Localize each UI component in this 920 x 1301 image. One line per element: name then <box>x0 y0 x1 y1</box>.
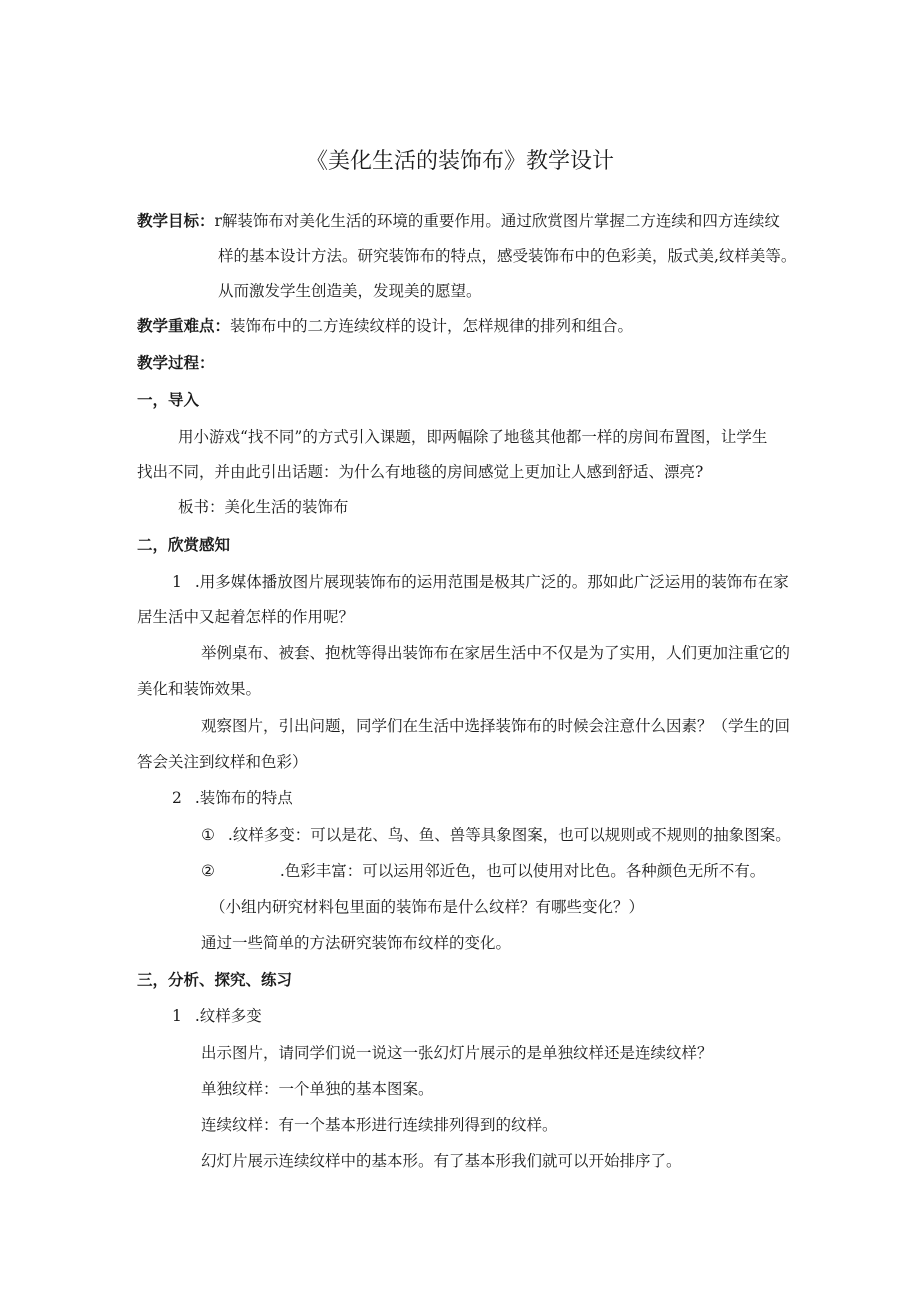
feature-2 <box>201 861 765 881</box>
section2-item1-line-1 <box>172 572 789 592</box>
section1-heading: 一，导入 <box>137 391 200 409</box>
section1-paragraph-line-1: 用小游戏“找不同”的方式引入课题，即两幅除了地毯其他都一样的房间布置图，让学生 <box>178 428 768 446</box>
continuous-pattern-definition: 连续纹样：有一个基本形进行连续排列得到的纹样。 <box>201 1116 558 1134</box>
feature-2-text: .色彩丰富：可以运用邻近色，也可以使用对比色。各种颜色无所不有。 <box>279 862 766 880</box>
section2-item1-number: 1 <box>172 573 182 591</box>
feature-2-marker: ② <box>201 862 215 880</box>
section2-item1-line-2: 居生活中又起着怎样的作用呢？ <box>137 608 355 626</box>
single-pattern-definition: 单独纹样：一个单独的基本图案。 <box>201 1080 434 1098</box>
slide-description: 幻灯片展示连续纹样中的基本形。有了基本形我们就可以开始排序了。 <box>201 1152 682 1170</box>
section2-item2 <box>172 788 293 808</box>
section3-question: 出示图片，请同学们说一说这一张幻灯片展示的是单独纹样还是连续纹样？ <box>201 1044 713 1062</box>
feature-1 <box>201 825 791 845</box>
section3-heading: 三，分析、探究、练习 <box>137 971 293 989</box>
section3-item1-number: 1 <box>172 1007 182 1025</box>
board-writing: 板书：美化生活的装饰布 <box>178 498 349 516</box>
section2-item1-text: .用多媒体播放图片展现装饰布的运用范围是极其广泛的。那如此广泛运用的装饰布在家 <box>194 573 789 591</box>
section2-p3-line-2: 答会关注到纹样和色彩） <box>137 753 308 771</box>
feature-1-marker: ① <box>201 826 215 844</box>
feature-1-text: .纹样多变：可以是花、鸟、鱼、兽等具象图案，也可以规则或不规则的抽象图案。 <box>227 826 791 844</box>
group-question: （小组内研究材料包里面的装饰布是什么纹样？有哪些变化？） <box>210 898 645 916</box>
section1-paragraph-line-2: 找出不同，并由此引出话题：为什么有地毯的房间感觉上更加让人感到舒适、漂亮? <box>137 463 704 481</box>
section3-item1-text: .纹样多变 <box>194 1007 262 1025</box>
objectives-line-1 <box>137 211 780 231</box>
section2-p2-line-1: 举例桌布、被套、抱枕等得出装饰布在家居生活中不仅是为了实用，人们更加注重它的 <box>201 644 791 662</box>
objectives-text-1: r解装饰布对美化生活的环境的重要作用。通过欣赏图片掌握二方连续和四方连续纹 <box>214 212 780 230</box>
section2-item2-number: 2 <box>172 789 182 807</box>
process-heading: 教学过程： <box>137 354 215 372</box>
section2-item2-text: .装饰布的特点 <box>194 789 293 807</box>
section2-heading: 二，欣赏感知 <box>137 536 231 554</box>
objectives-text-3: 从而激发学生创造美，发现美的愿望。 <box>218 282 482 300</box>
page-title: 《美化生活的装饰布》教学设计 <box>305 149 614 174</box>
section3-item1 <box>172 1006 262 1026</box>
objectives-label: 教学目标： <box>137 212 215 230</box>
key-points-text: 装饰布中的二方连续纹样的设计，怎样规律的排列和组合。 <box>230 317 634 335</box>
objectives-text-2: 样的基本设计方法。研究装饰布的特点，感受装饰布中的色彩美，版式美,纹样美等。 <box>218 247 797 265</box>
method-line: 通过一些简单的方法研究装饰布纹样的变化。 <box>201 934 512 952</box>
section2-p2-line-2: 美化和装饰效果。 <box>137 680 262 698</box>
key-points-label: 教学重难点： <box>137 317 231 335</box>
key-points-line <box>137 316 633 336</box>
section2-p3-line-1: 观察图片，引出问题，同学们在生活中选择装饰布的时候会注意什么因素？（学生的回 <box>201 717 791 735</box>
